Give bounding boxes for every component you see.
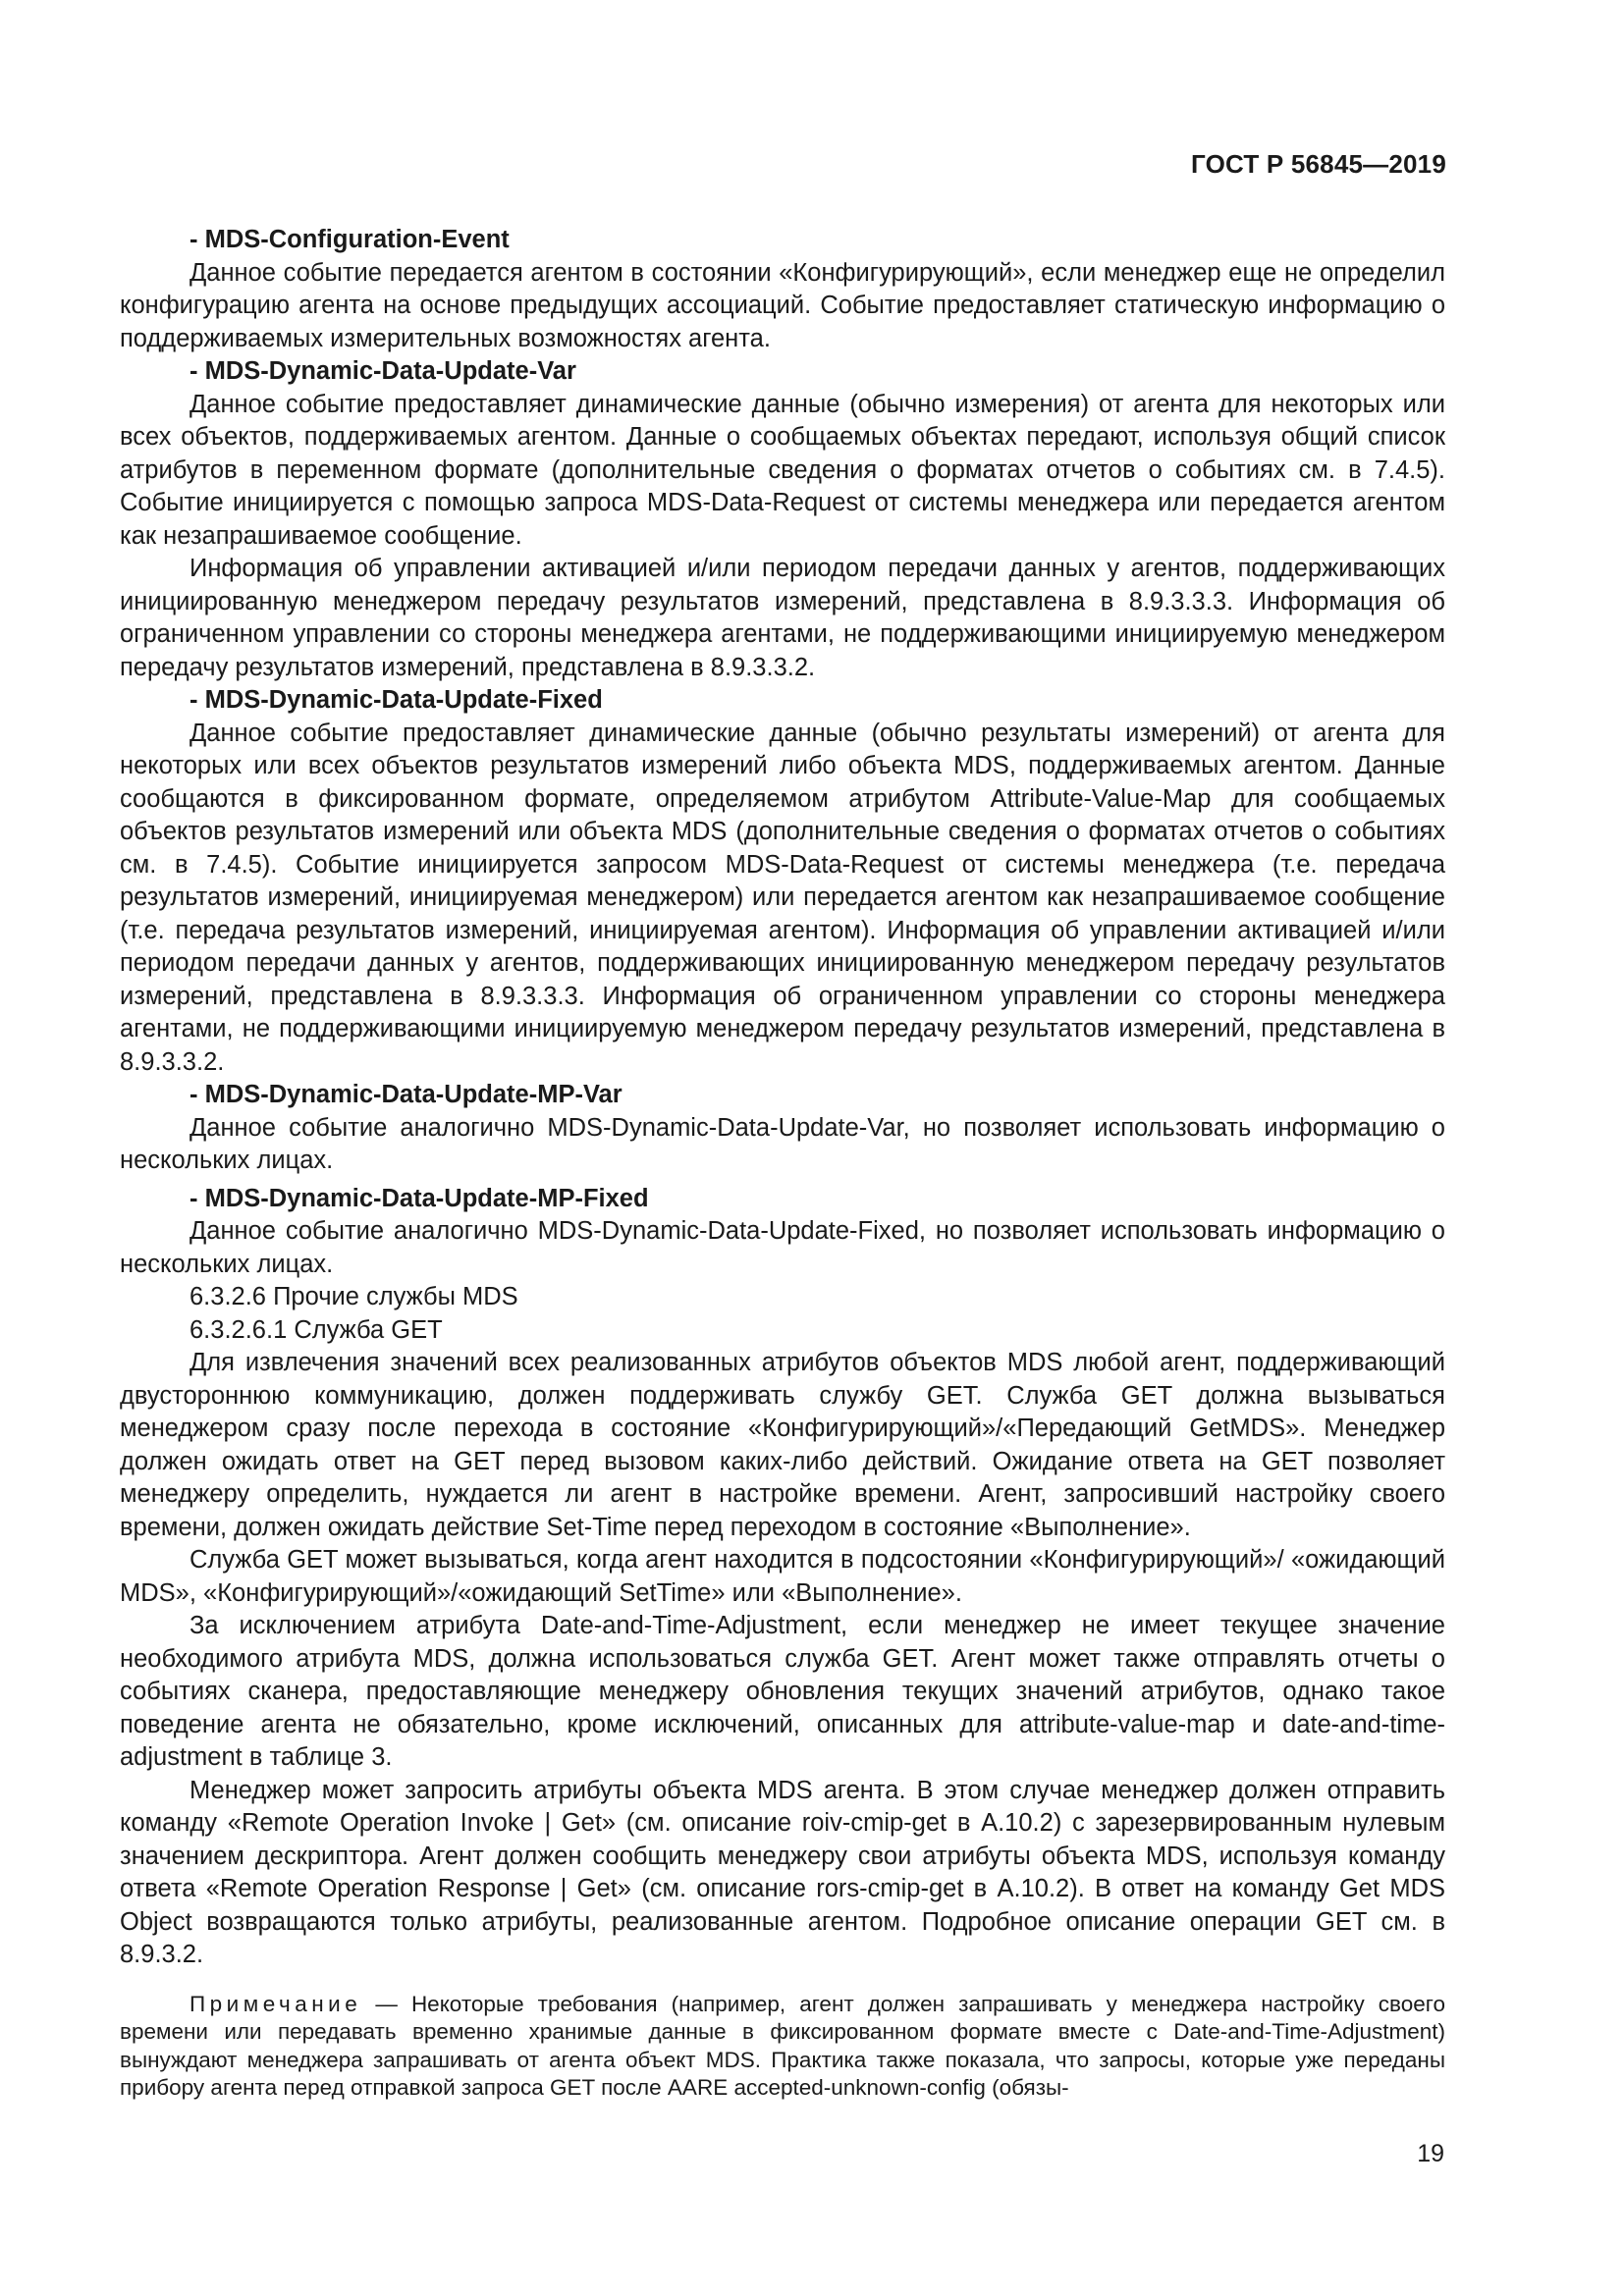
paragraph: Данное событие предоставляет динамические данные (обычно результаты измерений) от агента для некоторых или всех объектов результатов измерений либо объекта MDS, поддерживаемых агентом. Данные сообщаются в фиксированном формате, определяемом атрибутом Attribute-Value-Map для сообщаемых объектов результатов измерений или объекта MDS (дополнительные сведения о форматах отчетов о событиях см. в 7.4.5). Событие инициируется запросом MDS-Data-Request от системы менеджера (т.е. передача результатов измерений, инициируемая менеджером) или передается агентом как незапрашиваемое сообщение (т.е. передача результатов измерений, инициируемая агентом). Информация об управлении активацией и/или периодом передачи данных у агентов, поддерживающих инициированную менеджером передачу результатов измерений, представлена в 8.9.3.3.3. Информация об ограниченном управлении со стороны менеджера агентами, не поддерживающими инициируемую менеджером передачу результатов измерений, представлена в 8.9.3.3.2. <box>120 719 1445 1076</box>
note-paragraph <box>120 1991 1445 2103</box>
paragraph: За исключением атрибута Date-and-Time-Adjustment, если менеджер не имеет текущее значение необходимого атрибута MDS, должна использоваться служба GET. Агент может также отправлять отчеты о событиях сканера, предоставляющие менеджеру обновления текущих значений атрибутов, однако такое поведение агента не обязательно, кроме исключений, описанных для attribute-value-map и date-and-time-adjustment в таблице 3. <box>120 1612 1445 1771</box>
heading-mds-dynamic-data-update-var: - MDS-Dynamic-Data-Update-Var <box>189 357 576 385</box>
section-heading-6-3-2-6: 6.3.2.6 Прочие службы MDS <box>189 1283 518 1310</box>
heading-mds-configuration-event: - MDS-Configuration-Event <box>189 226 510 253</box>
paragraph: Служба GET может вызываться, когда агент находится в подсостоянии «Конфигурирующий»/ «ожидающий MDS», «Конфигурирующий»/«ожидающий SetTime» или «Выполнение». <box>120 1546 1445 1607</box>
section-heading-6-3-2-6-1: 6.3.2.6.1 Служба GET <box>189 1315 443 1344</box>
paragraph: Для извлечения значений всех реализованных атрибутов объектов MDS любой агент, поддерживающий двустороннюю коммуникацию, должен поддерживать службу GET. Служба GET должна вызываться менеджером сразу после перехода в состояние «Конфигурирующий»/«Передающий GetMDS». Менеджер должен ожидать ответ на GET перед вызовом каких-либо действий. Ожидание ответа на GET позволяет менеджеру определить, нуждается ли агент в настройке времени. Агент, запросивший настройку своего времени, должен ожидать действие Set-Time перед переходом в состояние «Выполнение». <box>120 1349 1445 1541</box>
paragraph: Данное событие аналогично MDS-Dynamic-Data-Update-Fixed, но позволяет использовать информацию о нескольких лицах. <box>120 1217 1445 1278</box>
page-number: 19 <box>1417 2140 1444 2167</box>
heading-mds-dynamic-data-update-mp-fixed: - MDS-Dynamic-Data-Update-MP-Fixed <box>189 1184 649 1212</box>
note-label: Примечание <box>189 1991 362 2016</box>
paragraph: Менеджер может запросить атрибуты объекта MDS агента. В этом случае менеджер должен отправить команду «Remote Operation Invoke | Get» (см. описание roiv-cmip-get в А.10.2) с зарезервированным нулевым значением дескриптора. Агент должен сообщить менеджеру свои атрибуты объекта MDS, используя команду ответа «Remote Operation Response | Get» (см. описание rors-cmip-get в А.10.2). В ответ на команду Get MDS Object возвращаются только атрибуты, реализованные агентом. Подробное описание операции GET см. в 8.9.3.2. <box>120 1776 1445 1968</box>
note-text: — Некоторые требования (например, агент должен запрашивать у менеджера настройку своего времени или передавать временно хранимые данные в фиксированном формате вместе с Date-and-Time-Adjustment) вынуждают менеджера запрашивать от агента объект MDS. Практика также показала, что запросы, которые уже переданы прибору агента перед отправкой запроса GET после AARE accepted-unknown-config (обязы- <box>120 1991 1445 2100</box>
paragraph: Данное событие аналогично MDS-Dynamic-Data-Update-Var, но позволяет использовать информацию о нескольких лицах. <box>120 1113 1445 1174</box>
paragraph: Данное событие предоставляет динамические данные (обычно измерения) от агента для некоторых или всех объектов, поддерживаемых агентом. Данные о сообщаемых объектах передают, используя общий список атрибутов в переменном формате (дополнительные сведения о форматах отчетов о событиях см. в 7.4.5). Событие инициируется с помощью запроса MDS-Data-Request от системы менеджера или передается агентом как незапрашиваемое сообщение. <box>120 390 1445 550</box>
heading-mds-dynamic-data-update-fixed: - MDS-Dynamic-Data-Update-Fixed <box>189 686 603 714</box>
document-header: ГОСТ Р 56845—2019 <box>1191 149 1446 179</box>
paragraph: Данное событие передается агентом в состоянии «Конфигурирующий», если менеджер еще не определил конфигурацию агента на основе предыдущих ассоциаций. Событие предоставляет статическую информацию о поддерживаемых измерительных возможностях агента. <box>120 258 1445 352</box>
document-body <box>120 224 1445 2103</box>
paragraph: Информация об управлении активацией и/или периодом передачи данных у агентов, поддерживающих инициированную менеджером передачу результатов измерений, представлена в 8.9.3.3.3. Информация об ограниченном управлении со стороны менеджера агентами, не поддерживающими инициируемую менеджером передачу результатов измерений, представлена в 8.9.3.3.2. <box>120 555 1445 681</box>
heading-mds-dynamic-data-update-mp-var: - MDS-Dynamic-Data-Update-MP-Var <box>189 1081 623 1108</box>
